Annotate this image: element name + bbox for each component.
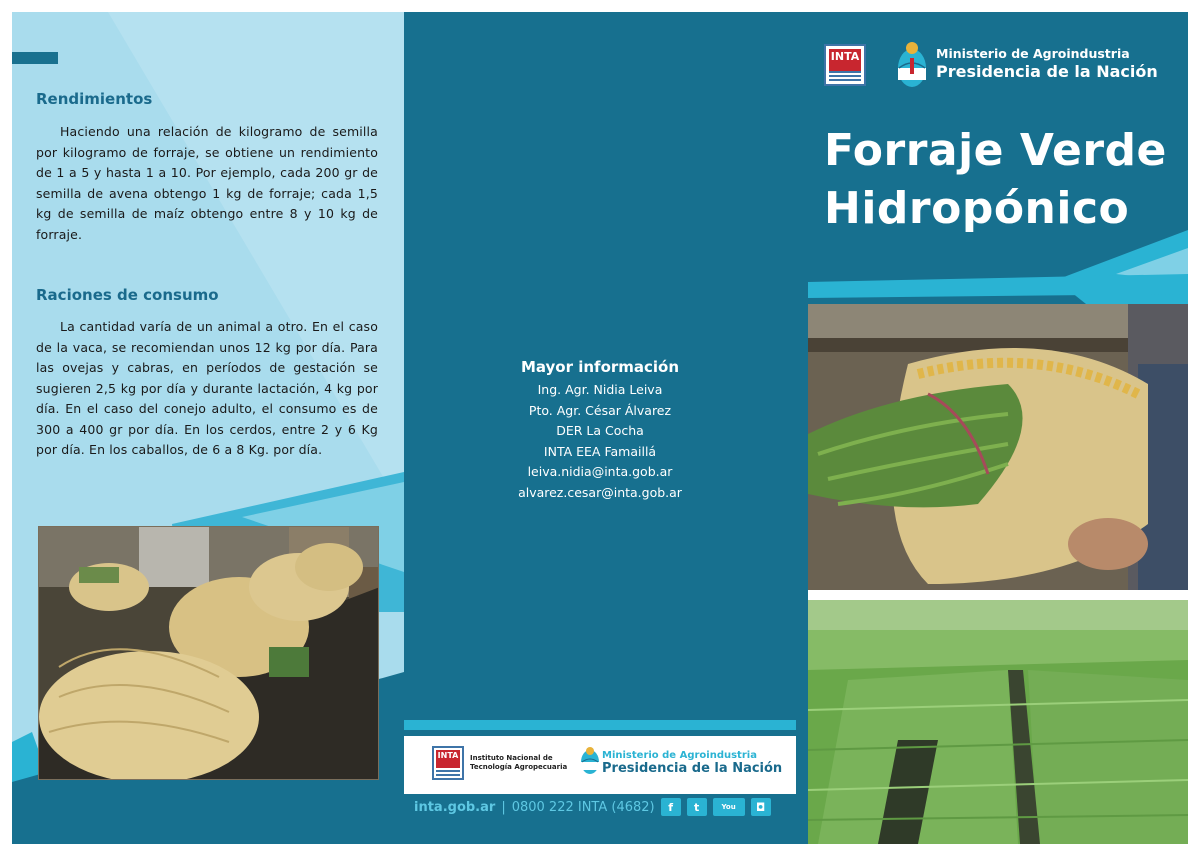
green-forage-field-photo [808,600,1188,844]
raciones-heading: Raciones de consumo [36,286,219,304]
twitter-icon[interactable]: t [687,798,707,816]
title-line: Forraje Verde [824,125,1167,176]
contact-line: Ing. Agr. Nidia Leiva [537,382,663,397]
youtube-icon[interactable]: You [713,798,745,816]
ministerio-label: Ministerio de Agroindustria [602,750,757,761]
contact-title: Mayor información [520,358,680,376]
contact-email[interactable]: leiva.nidia@inta.gob.ar [527,464,673,479]
presidencia-label: Presidencia de la Nación [936,62,1158,81]
contact-line: Pto. Agr. César Álvarez [528,402,672,418]
rendimientos-heading: Rendimientos [36,90,153,108]
footer-contact [414,798,771,816]
separator: | [501,799,506,815]
inta-logo: INTA [824,44,866,86]
contact-line: DER La Cocha [556,423,644,438]
instagram-icon[interactable]: ◘ [751,798,771,816]
facebook-icon[interactable]: f [661,798,681,816]
national-seal-icon [896,40,928,90]
title-line: Hidropónico [824,183,1130,234]
brochure-title [824,122,1167,238]
rendimientos-text: Haciendo una relación de kilogramo de semilla por kilogramo de forraje, se obtiene un rendimiento de 1 a 5 y hasta 1 a 10. Por ejemplo, cada 200 gr de semilla de avena obtengo 1 kg de forraje; cada 1,5 kg de semilla de maíz obtengo entre 8 y 10 kg de forraje. [36,124,378,242]
accent-bar [404,720,796,730]
phone-number[interactable]: 0800 222 INTA (4682) [511,799,655,815]
presidencia-label: Presidencia de la Nación [602,761,783,776]
contact-email[interactable]: alvarez.cesar@inta.gob.ar [518,484,682,500]
website-link[interactable]: inta.gob.ar [414,799,496,815]
contact-info [404,358,796,503]
accent-bar [12,52,58,64]
inta-full-name: Instituto Nacional de Tecnología Agropecuaria [470,754,568,771]
inta-logo: INTA [432,746,464,780]
left-panel [12,12,404,844]
national-seal-icon [580,746,600,776]
ministerio-label: Ministerio de Agroindustria [936,46,1130,61]
middle-panel [404,12,796,844]
brochure-sheet [12,12,1188,844]
hydroponic-rolls-photo [38,526,379,780]
forage-tray-photo [808,304,1188,590]
right-panel [796,12,1188,844]
contact-line: INTA EEA Famaillá [543,443,657,459]
raciones-text: La cantidad varía de un animal a otro. En el caso de la vaca, se recomiendan unos 12 kg por día. Para las ovejas y cabras, en períodos de gestación se sugieren 2,5 kg por día y durante lactación, 4 kg por día. En el caso del conejo adulto, el consumo es de 300 a 400 gr por día. En los cerdos, entre 2 y 6 Kg por día. En los caballos, de 6 a 8 Kg. por día. [36,319,378,457]
